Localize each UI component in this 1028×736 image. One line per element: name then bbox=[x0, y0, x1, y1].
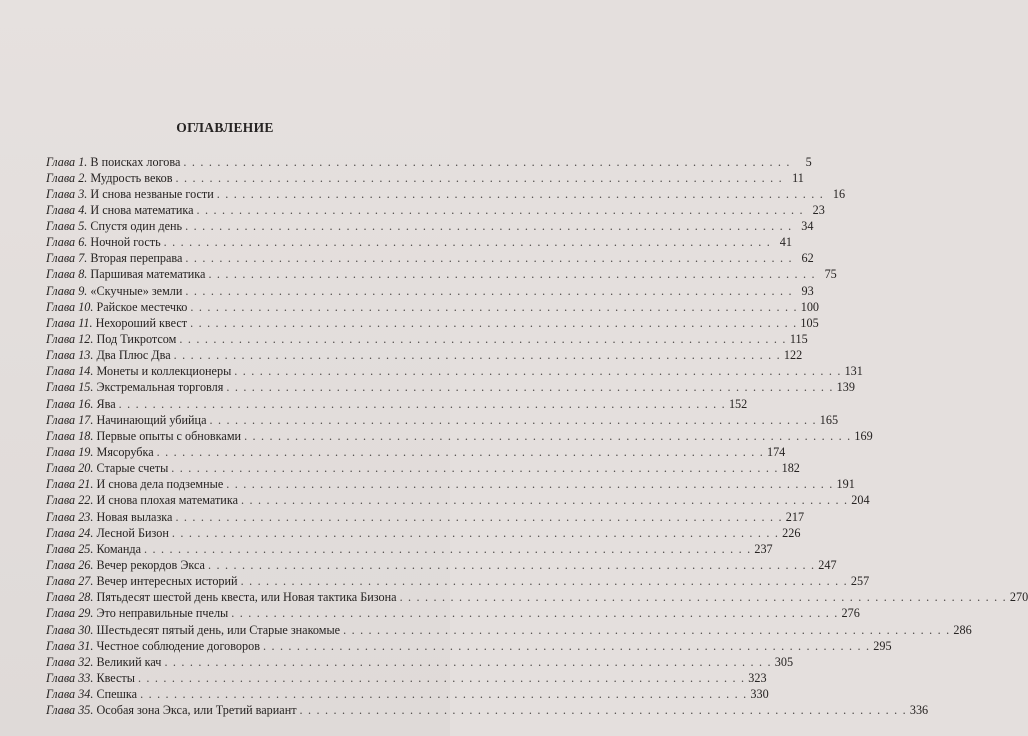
dot-leader bbox=[179, 331, 786, 347]
dot-leader bbox=[208, 557, 815, 573]
toc-entry-text bbox=[46, 186, 214, 202]
page-number: 23 bbox=[812, 202, 825, 217]
dot-leader bbox=[241, 573, 848, 589]
toc-entry bbox=[46, 396, 748, 412]
page-number: 336 bbox=[909, 703, 929, 718]
toc-entry bbox=[46, 509, 805, 525]
dot-leader bbox=[140, 686, 747, 702]
chapter-title: Райское местечко bbox=[96, 299, 188, 314]
chapter-number: Глава 31. bbox=[46, 638, 94, 653]
toc-entry-text bbox=[46, 492, 238, 508]
toc-entry-text bbox=[46, 670, 135, 686]
chapter-title: Пятьдесят шестой день квеста, или Новая тактика Бизона bbox=[96, 590, 397, 605]
chapter-number: Глава 9. bbox=[46, 283, 88, 298]
toc-entry bbox=[46, 589, 1028, 605]
dot-leader bbox=[172, 525, 779, 541]
toc-entry bbox=[46, 154, 812, 170]
chapter-number: Глава 29. bbox=[46, 606, 94, 621]
chapter-number: Глава 15. bbox=[46, 380, 94, 395]
chapter-number: Глава 5. bbox=[46, 219, 88, 234]
toc-entry bbox=[46, 347, 803, 363]
page-number: 41 bbox=[779, 235, 792, 250]
chapter-number: Глава 13. bbox=[46, 348, 94, 363]
chapter-number: Глава 33. bbox=[46, 671, 94, 685]
toc-entry-text bbox=[46, 363, 231, 379]
chapter-title: Паршивая математика bbox=[90, 267, 206, 282]
toc-entry-text bbox=[46, 605, 228, 621]
chapter-title: Лесной Бизон bbox=[96, 525, 169, 540]
chapter-title: Особая зона Экса, или Третий вариант bbox=[96, 703, 297, 718]
page-number: 330 bbox=[750, 687, 769, 702]
chapter-number: Глава 7. bbox=[46, 251, 88, 266]
toc-entry-text bbox=[46, 202, 194, 218]
page-number: 152 bbox=[728, 396, 748, 411]
toc-entry bbox=[46, 541, 773, 557]
page-number: 237 bbox=[754, 541, 773, 556]
toc-entry-text bbox=[46, 331, 176, 347]
toc-entry bbox=[46, 638, 892, 654]
page-number: 122 bbox=[783, 348, 803, 363]
dot-leader bbox=[144, 541, 751, 557]
toc-entry bbox=[46, 202, 825, 218]
chapter-title: Мясорубка bbox=[96, 445, 154, 460]
toc-entry-text bbox=[46, 250, 182, 266]
toc-entry bbox=[46, 702, 929, 718]
page-number: 217 bbox=[785, 509, 805, 524]
toc-entry bbox=[46, 686, 769, 702]
toc-entry-text bbox=[46, 702, 297, 718]
toc-entry-text bbox=[46, 622, 340, 638]
toc-entry bbox=[46, 492, 870, 508]
chapter-number: Глава 32. bbox=[46, 654, 94, 669]
page-number: 204 bbox=[851, 493, 870, 508]
toc-entry bbox=[46, 557, 837, 573]
page-number: 34 bbox=[801, 219, 814, 234]
dot-leader bbox=[157, 444, 764, 460]
toc-entry bbox=[46, 412, 839, 428]
chapter-number: Глава 16. bbox=[46, 396, 94, 411]
chapter-number: Глава 4. bbox=[46, 202, 88, 217]
chapter-title: Начинающий убийца bbox=[96, 412, 207, 427]
chapter-title: Команда bbox=[96, 541, 142, 556]
toc-entry bbox=[46, 266, 837, 282]
chapter-title: Квесты bbox=[96, 671, 135, 685]
toc-entry bbox=[46, 605, 860, 621]
dot-leader bbox=[190, 299, 797, 315]
chapter-number: Глава 25. bbox=[46, 541, 94, 556]
chapter-number: Глава 19. bbox=[46, 445, 94, 460]
chapter-title: Честное соблюдение договоров bbox=[96, 638, 260, 653]
chapter-title: Великий кач bbox=[96, 654, 162, 669]
chapter-number: Глава 35. bbox=[46, 703, 94, 718]
page-number: 100 bbox=[800, 299, 819, 314]
dot-leader bbox=[183, 154, 790, 170]
toc-entry-text bbox=[46, 686, 137, 702]
page-number: 16 bbox=[832, 186, 846, 201]
toc-entry-text bbox=[46, 509, 172, 525]
toc-entry bbox=[46, 379, 855, 395]
chapter-title: «Скучные» земли bbox=[90, 283, 183, 298]
toc-entry bbox=[46, 234, 792, 250]
chapter-number: Глава 6. bbox=[46, 235, 88, 250]
chapter-number: Глава 1. bbox=[46, 154, 88, 169]
table-of-contents bbox=[46, 154, 1028, 719]
chapter-title: Спешка bbox=[96, 687, 138, 702]
chapter-title: Старые счеты bbox=[96, 461, 169, 476]
chapter-number: Глава 28. bbox=[46, 590, 94, 605]
chapter-number: Глава 2. bbox=[46, 170, 88, 185]
toc-entry bbox=[46, 622, 972, 638]
chapter-number: Глава 27. bbox=[46, 574, 94, 589]
chapter-number: Глава 10. bbox=[46, 299, 94, 314]
chapter-number: Глава 11. bbox=[46, 315, 93, 330]
toc-entry bbox=[46, 460, 800, 476]
toc-entry bbox=[46, 525, 801, 541]
dot-leader bbox=[244, 428, 851, 444]
page-number: 182 bbox=[781, 461, 800, 476]
dot-leader bbox=[185, 283, 792, 299]
page-number: 247 bbox=[818, 558, 837, 573]
dot-leader bbox=[226, 476, 833, 492]
dot-leader bbox=[119, 396, 726, 412]
toc-entry-text bbox=[46, 476, 223, 492]
chapter-title: Вечер интересных историй bbox=[96, 574, 238, 589]
chapter-number: Глава 23. bbox=[46, 509, 94, 524]
chapter-number: Глава 30. bbox=[46, 622, 94, 637]
toc-entry-text bbox=[46, 654, 161, 670]
chapter-title: Два Плюс Два bbox=[96, 348, 171, 363]
chapter-number: Глава 8. bbox=[46, 267, 88, 282]
chapter-title: Шестьдесят пятый день, или Старые знакомые bbox=[96, 622, 341, 637]
toc-entry-text bbox=[46, 428, 241, 444]
toc-entry-text bbox=[46, 396, 116, 412]
page-number: 105 bbox=[800, 315, 819, 330]
toc-entry-text bbox=[46, 557, 205, 573]
dot-leader bbox=[190, 315, 797, 331]
chapter-title: Мудрость веков bbox=[90, 170, 173, 185]
dot-leader bbox=[208, 266, 815, 282]
dot-leader bbox=[175, 509, 782, 525]
toc-entry bbox=[46, 444, 786, 460]
dot-leader bbox=[185, 250, 792, 266]
toc-entry-text bbox=[46, 154, 180, 170]
page-number: 295 bbox=[873, 638, 892, 653]
toc-entry bbox=[46, 670, 767, 686]
toc-entry bbox=[46, 654, 794, 670]
dot-leader bbox=[164, 654, 771, 670]
page-title: ОГЛАВЛЕНИЕ bbox=[176, 120, 274, 135]
page-number: 165 bbox=[819, 412, 839, 427]
chapter-title: Нехороший квест bbox=[95, 315, 188, 330]
chapter-title: И снова плохая математика bbox=[96, 493, 238, 508]
chapter-title: Это неправильные пчелы bbox=[96, 606, 229, 621]
page-number: 62 bbox=[801, 251, 814, 266]
toc-entry-text bbox=[46, 218, 182, 234]
page-number: 226 bbox=[782, 525, 801, 540]
toc-entry-text bbox=[46, 573, 238, 589]
page-number: 115 bbox=[789, 332, 808, 347]
chapter-number: Глава 22. bbox=[46, 493, 94, 508]
page-number: 75 bbox=[824, 267, 837, 282]
page-number: 11 bbox=[792, 170, 804, 185]
chapter-number: Глава 18. bbox=[46, 428, 94, 443]
dot-leader bbox=[400, 589, 1007, 605]
chapter-title: Вторая переправа bbox=[90, 251, 183, 266]
toc-entry-text bbox=[46, 266, 205, 282]
toc-entry bbox=[46, 170, 804, 186]
page-number: 323 bbox=[748, 671, 767, 685]
chapter-title: Первые опыты с обновками bbox=[96, 428, 242, 443]
chapter-title: Вечер рекордов Экса bbox=[96, 558, 205, 573]
toc-entry bbox=[46, 299, 819, 315]
dot-leader bbox=[263, 638, 870, 654]
chapter-number: Глава 20. bbox=[46, 461, 94, 476]
toc-entry-text bbox=[46, 299, 187, 315]
page-number: 276 bbox=[841, 606, 860, 621]
page-number: 191 bbox=[836, 477, 855, 492]
toc-entry-text bbox=[46, 589, 397, 605]
chapter-title: Ява bbox=[96, 396, 116, 411]
toc-entry bbox=[46, 186, 846, 202]
chapter-number: Глава 24. bbox=[46, 525, 94, 540]
page-number: 257 bbox=[850, 574, 870, 589]
dot-leader bbox=[226, 379, 833, 395]
toc-entry-text bbox=[46, 347, 171, 363]
toc-entry-text bbox=[46, 444, 154, 460]
toc-entry bbox=[46, 331, 808, 347]
toc-entry-text bbox=[46, 315, 187, 331]
dot-leader bbox=[171, 460, 778, 476]
dot-leader bbox=[197, 202, 804, 218]
chapter-number: Глава 14. bbox=[46, 364, 94, 379]
toc-entry bbox=[46, 363, 863, 379]
toc-entry bbox=[46, 250, 814, 266]
toc-entry-text bbox=[46, 541, 141, 557]
dot-leader bbox=[185, 218, 792, 234]
chapter-number: Глава 34. bbox=[46, 687, 94, 702]
chapter-title: Новая вылазка bbox=[96, 509, 173, 524]
chapter-title: Спустя один день bbox=[90, 219, 183, 234]
toc-entry bbox=[46, 315, 819, 331]
chapter-title: В поисках логова bbox=[90, 154, 181, 169]
toc-entry bbox=[46, 218, 814, 234]
dot-leader bbox=[300, 702, 907, 718]
chapter-number: Глава 17. bbox=[46, 412, 94, 427]
chapter-title: Под Тикротсом bbox=[96, 332, 177, 347]
chapter-number: Глава 26. bbox=[46, 558, 94, 573]
page-number: 305 bbox=[774, 654, 794, 669]
toc-entry-text bbox=[46, 638, 260, 654]
dot-leader bbox=[217, 186, 824, 202]
chapter-title: И снова математика bbox=[90, 202, 194, 217]
page-number: 5 bbox=[805, 154, 812, 169]
chapter-number: Глава 3. bbox=[46, 186, 88, 201]
dot-leader bbox=[138, 670, 745, 686]
page-number: 139 bbox=[836, 380, 855, 395]
chapter-title: И снова дела подземные bbox=[96, 477, 224, 492]
page-number: 286 bbox=[953, 622, 972, 637]
toc-entry bbox=[46, 476, 855, 492]
toc-entry bbox=[46, 573, 870, 589]
toc-entry-text bbox=[46, 460, 168, 476]
dot-leader bbox=[231, 605, 838, 621]
toc-entry-text bbox=[46, 170, 173, 186]
chapter-title: Экстремальная торговля bbox=[96, 380, 224, 395]
chapter-title: Ночной гость bbox=[90, 235, 161, 250]
chapter-number: Глава 12. bbox=[46, 332, 94, 347]
page-number: 131 bbox=[844, 364, 863, 379]
toc-entry-text bbox=[46, 283, 182, 299]
page-number: 174 bbox=[766, 445, 786, 460]
toc-entry-text bbox=[46, 234, 161, 250]
chapter-title: И снова незваные гости bbox=[90, 186, 214, 201]
dot-leader bbox=[234, 363, 841, 379]
toc-entry-text bbox=[46, 379, 223, 395]
toc-entry bbox=[46, 283, 814, 299]
chapter-title: Монеты и коллекционеры bbox=[96, 364, 232, 379]
toc-entry-text bbox=[46, 525, 169, 541]
dot-leader bbox=[209, 412, 816, 428]
dot-leader bbox=[176, 170, 783, 186]
chapter-number: Глава 21. bbox=[46, 477, 94, 492]
page-number: 270 bbox=[1009, 590, 1028, 605]
page-number: 93 bbox=[801, 283, 814, 298]
dot-leader bbox=[343, 622, 950, 638]
toc-entry bbox=[46, 428, 873, 444]
dot-leader bbox=[241, 492, 848, 508]
toc-entry-text bbox=[46, 412, 206, 428]
dot-leader bbox=[174, 347, 781, 363]
page-number: 169 bbox=[854, 428, 873, 443]
dot-leader bbox=[164, 234, 771, 250]
